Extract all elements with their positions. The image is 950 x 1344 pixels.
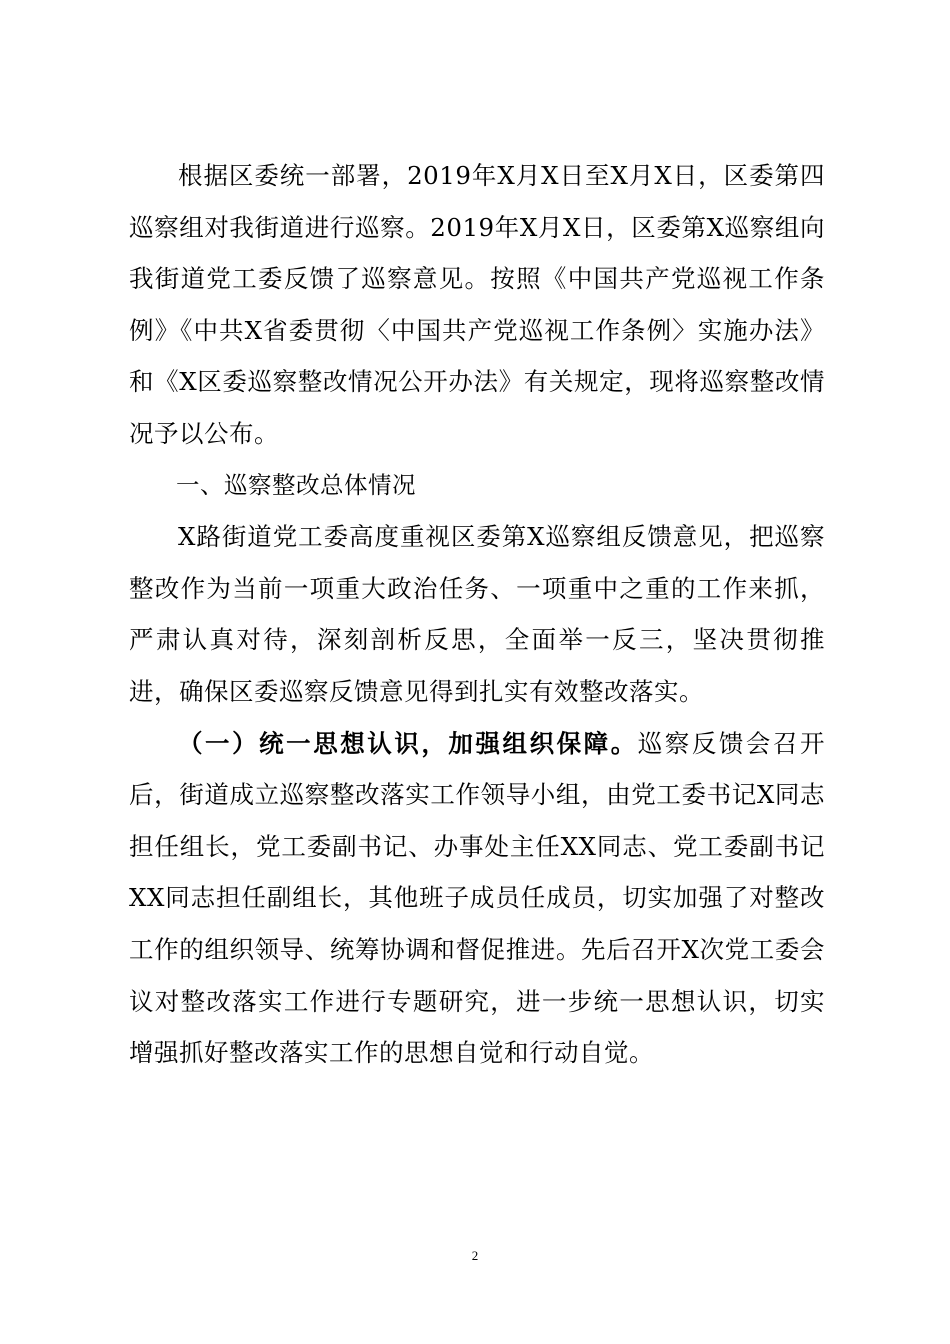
intro-paragraph: 根据区委统一部署，2019年X月X日至X月X日，区委第四巡察组对我街道进行巡察。2019年X月X日，区委第X巡察组向我街道党工委反馈了巡察意见。按照《中国共产党巡视工作条例》《中共X省委贯彻〈中国共产党巡视工作条例〉实施办法》和《X区委巡察整改情况公开办法》有关规定，现将巡察整改情况予以公布。 — [129, 161, 825, 448]
subsection-paragraph — [129, 718, 825, 1079]
section-heading: 一、巡察整改总体情况 — [176, 470, 416, 499]
overview-paragraph: X路街道党工委高度重视区委第X巡察组反馈意见，把巡察整改作为当前一项重大政治任务、一项重中之重的工作来抓，严肃认真对待，深刻剖析反思，全面举一反三，坚决贯彻推进，确保区委巡察反馈意见得到扎实有效整改落实。 — [129, 522, 825, 706]
document-body — [129, 150, 825, 1079]
page-number: 2 — [471, 1248, 479, 1263]
subsection-body: 巡察反馈会召开后，街道成立巡察整改落实工作领导小组，由党工委书记X同志担任组长，党工委副书记、办事处主任XX同志、党工委副书记XX同志担任副组长，其他班子成员任成员，切实加强了对整改工作的组织领导、统筹协调和督促推进。先后召开X次党工委会议对整改落实工作进行专题研究，进一步统一思想认识，切实增强抓好整改落实工作的思想自觉和行动自觉。 — [129, 728, 826, 1068]
subsection-heading: （一）统一思想认识，加强组织保障。 — [178, 728, 638, 758]
